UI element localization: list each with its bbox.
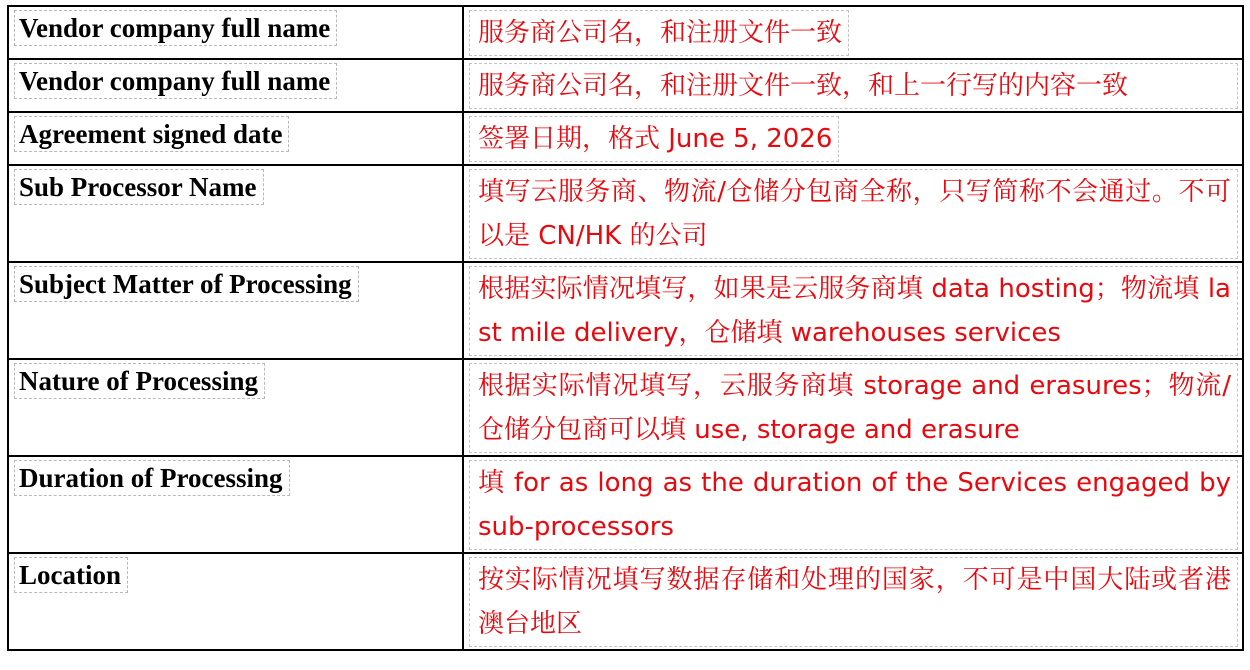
field-label-location: Location	[14, 557, 128, 593]
label-cell	[8, 6, 463, 59]
label-cell	[8, 59, 463, 112]
field-value-vendor-name: 服务商公司名，和注册文件一致	[469, 10, 849, 56]
field-value-duration: 填 for as long as the duration of the Services engaged by sub-processors	[469, 460, 1238, 550]
field-value-location: 按实际情况填写数据存储和处理的国家，不可是中国大陆或者港澳台地区	[469, 557, 1238, 647]
field-label-vendor-name-repeat: Vendor company full name	[14, 63, 337, 99]
table-row-subject-matter	[8, 262, 1243, 359]
label-cell	[8, 165, 463, 262]
value-cell	[463, 262, 1243, 359]
field-label-subject-matter: Subject Matter of Processing	[14, 266, 359, 302]
value-cell	[463, 59, 1243, 112]
table-row-vendor-name	[8, 6, 1243, 59]
value-cell	[463, 456, 1243, 553]
label-cell	[8, 456, 463, 553]
value-cell	[463, 165, 1243, 262]
field-value-nature-of-processing: 根据实际情况填写，云服务商填 storage and erasures；物流/仓储分包商可以填 use, storage and erasure	[469, 363, 1238, 453]
label-cell	[8, 553, 463, 650]
field-label-agreement-date: Agreement signed date	[14, 116, 289, 152]
label-cell	[8, 262, 463, 359]
value-cell	[463, 553, 1243, 650]
table-row-vendor-name-repeat	[8, 59, 1243, 112]
value-cell	[463, 112, 1243, 165]
label-cell	[8, 112, 463, 165]
table-row-location	[8, 553, 1243, 650]
label-cell	[8, 359, 463, 456]
field-label-duration: Duration of Processing	[14, 460, 290, 496]
field-label-sub-processor-name: Sub Processor Name	[14, 169, 264, 205]
field-label-vendor-name: Vendor company full name	[14, 10, 337, 46]
table-row-sub-processor-name	[8, 165, 1243, 262]
vendor-info-table	[7, 5, 1244, 651]
table-row-agreement-date	[8, 112, 1243, 165]
value-cell	[463, 6, 1243, 59]
field-label-nature-of-processing: Nature of Processing	[14, 363, 265, 399]
field-value-vendor-name-repeat: 服务商公司名，和注册文件一致，和上一行写的内容一致	[469, 63, 1238, 109]
table-row-nature-of-processing	[8, 359, 1243, 456]
field-value-sub-processor-name: 填写云服务商、物流/仓储分包商全称，只写简称不会通过。不可以是 CN/HK 的公司	[469, 169, 1238, 259]
table-row-duration	[8, 456, 1243, 553]
field-value-subject-matter: 根据实际情况填写，如果是云服务商填 data hosting；物流填 last mile delivery，仓储填 warehouses services	[469, 266, 1238, 356]
field-value-agreement-date: 签署日期，格式 June 5, 2026	[469, 116, 839, 162]
value-cell	[463, 359, 1243, 456]
